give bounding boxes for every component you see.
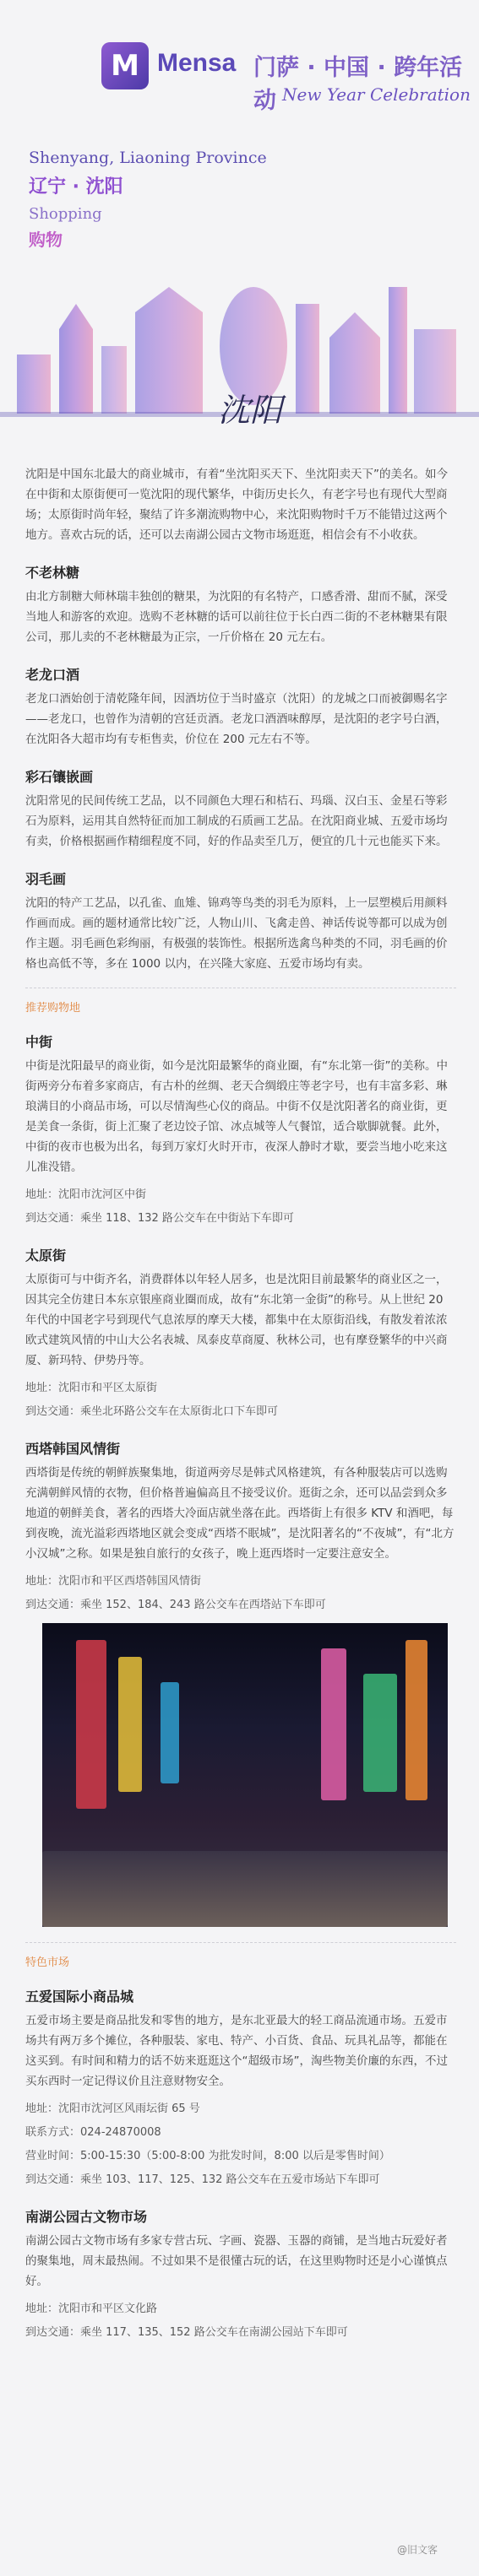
neon-sign	[321, 1648, 346, 1800]
article-body	[25, 464, 456, 2347]
section-divider	[25, 1942, 456, 1943]
neon-sign	[406, 1640, 427, 1800]
neon-sign	[118, 1657, 142, 1792]
region-heading	[29, 149, 267, 251]
market-phone: 联系方式：024-24870008	[25, 2126, 161, 2139]
topic-cn: 购物	[29, 230, 63, 250]
skyscraper-shape	[389, 287, 407, 414]
street-address: 地址：沈阳市沈河区中街	[25, 1188, 147, 1201]
market-address: 地址：沈阳市和平区文化路	[25, 2303, 158, 2315]
street-body: 西塔街是传统的朝鲜族聚集地，街道两旁尽是韩式风格建筑，有各种服装店可以选购充满朝鲜风情的衣物，但价格普遍偏高且不接受议价。逛街之余，还可以品尝到众多地道的朝鲜美食，著名的西塔大冷面店就坐落在此。西塔街上有很多 KTV 和酒吧，每到夜晚，流光溢彩西塔地区就会变成“西塔不眠城”，是沈阳著名的“不夜城”，有“北方小汉城”之称。如果是独自旅行的女孩子，晚上逛西塔时一定要注意安全。	[25, 1466, 455, 1561]
neon-sign	[363, 1674, 397, 1792]
neon-sign	[161, 1682, 179, 1783]
skyscraper-shape	[296, 304, 319, 414]
brand-name: Mensa	[157, 49, 237, 77]
intro-paragraph: 沈阳是中国东北最大的商业城市，有着“坐沈阳买天下、坐沈阳卖天下”的美名。如今在中街和太原街便可一览沈阳的现代繁华，中街历史长久，有老字号也有现代大型商场；太原街时尚年轻，聚结了许多潮流购物中心，来沈阳购物时千万不能错过这两个地方。喜欢古玩的话，还可以去南湖公园古文物市场逛逛，相信会有不小收获。	[25, 468, 448, 542]
market-body: 南湖公园古文物市场有多家专营古玩、字画、瓷器、玉器的商铺，是当地古玩爱好者的聚集地，周末最热闹。不过如果不是很懂古玩的话，在这里购物时还是小心谨慎点好。	[25, 2234, 448, 2288]
specialty-body: 沈阳常见的民间传统工艺品，以不同颜色大理石和桔石、玛瑙、汉白玉、金星石等彩石为原料，运用其自然特征而加工制成的石质画工艺品。在沈阳商业城、五爱市场均有卖，价格根据画作精细程度不同，好的作品卖至几万，便宜的几十元也能买下来。	[25, 794, 448, 848]
section-tag-markets: 特色市场	[25, 1956, 70, 1969]
region-cn: 辽宁 · 沈阳	[29, 176, 123, 198]
building-shape	[414, 329, 456, 414]
city-calligraphy: 沈阳	[218, 392, 283, 429]
market-transport: 到达交通：乘坐 103、117、125、132 路公交车在五爱市场站下车即可	[25, 2173, 380, 2186]
specialty-title: 羽毛画	[25, 871, 67, 887]
building-shape	[17, 354, 51, 414]
building-shape	[101, 346, 127, 414]
event-title-en: New Year Celebration	[282, 84, 471, 105]
night-street-photo	[42, 1623, 448, 1927]
topic-en: Shopping	[29, 205, 102, 223]
street-address: 地址：沈阳市和平区太原街	[25, 1382, 158, 1394]
street-title: 太原街	[25, 1247, 67, 1264]
tower-shape	[135, 287, 203, 414]
specialty-body: 老龙口酒始创于清乾隆年间，因酒坊位于当时盛京（沈阳）的龙城之口而被御赐名字——老龙口，也曾作为清朝的宫廷贡酒。老龙口酒酒味醇厚，是沈阳的老字号白酒，在沈阳各大超市均有专柜售卖，价位在 200 元左右不等。	[25, 692, 448, 746]
market-body: 五爱市场主要是商品批发和零售的地方，是东北亚最大的轻工商品流通市场。五爱市场共有两万多个摊位，各种服装、家电、特产、小百货、食品、玩具礼品等，都能在这买到。有时间和精力的话不妨来逛逛这个“超级市场”，淘些物美价廉的东西，不过买东西时一定记得议价且注意财物安全。	[25, 2014, 448, 2088]
street-title: 中街	[25, 1034, 53, 1050]
market-transport: 到达交通：乘坐 117、135、152 路公交车在南湖公园站下车即可	[25, 2326, 348, 2339]
market-title: 五爱国际小商品城	[25, 1989, 134, 2005]
street-body: 太原街可与中街齐名，消费群体以年轻人居多，也是沈阳目前最繁华的商业区之一，因其完全仿建日本东京银座商业圈而成，故有“东北第一金街”的称号。从上世纪 20 年代的中国老字号到现代气息浓厚的摩天大楼，都集中在太原街沿线，有散发着浓浓欧式建筑风情的中山大公名表城、凤泰皮草商厦、秋林公司，也有摩登繁华的中兴商厦、新玛特、伊势丹等。	[25, 1273, 448, 1367]
specialty-title: 老龙口酒	[25, 667, 80, 683]
pagoda-shape	[59, 304, 93, 414]
street-address: 地址：沈阳市和平区西塔韩国风情街	[25, 1575, 202, 1588]
palace-shape	[329, 312, 380, 414]
market-address: 地址：沈阳市沈河区风雨坛街 65 号	[25, 2102, 200, 2115]
section-tag-streets: 推荐购物地	[25, 1002, 81, 1015]
neon-sign	[76, 1640, 106, 1809]
weibo-watermark: @旧文客	[397, 2544, 438, 2556]
specialty-title: 彩石镶嵌画	[25, 769, 94, 785]
specialty-body: 由北方制糖大师林瑞丰独创的糖果，为沈阳的有名特产，口感香滑、甜而不腻，深受当地人和游客的欢迎。选购不老林糖的话可以前往位于长白西二街的不老林糖果有限公司，那儿卖的不老林糖最为正宗，一斤价格在 20 元左右。	[25, 590, 448, 644]
mensa-logo	[101, 42, 149, 89]
specialty-body: 沈阳的特产工艺品，以孔雀、血雉、锦鸡等鸟类的羽毛为原料，上一层塑模后用颜料作画而成。画的题材通常比较广泛，人物山川、飞禽走兽、神话传说等都可以成为创作主题。羽毛画色彩绚丽，有极强的装饰性。根据所选禽鸟种类的不同，羽毛画的价格也高低不等，多在 1000 以内，在兴隆大家庭、五爱市场均有卖。	[25, 896, 448, 971]
specialty-title: 不老林糖	[25, 565, 80, 581]
street-transport: 到达交通：乘坐北环路公交车在太原街北口下车即可	[25, 1405, 279, 1418]
market-hours: 营业时间：5:00-15:30（5:00-8:00 为批发时间，8:00 以后是零售时间）	[25, 2150, 390, 2162]
street-transport: 到达交通：乘坐 152、184、243 路公交车在西塔站下车即可	[25, 1599, 326, 1611]
street-title: 西塔韩国风情街	[25, 1441, 121, 1457]
street-body: 中街是沈阳最早的商业街，如今是沈阳最繁华的商业圈，有“东北第一街”的美称。中街两旁分布着多家商店，有古朴的丝绸、老天合绸缎庄等老字号，也有丰富多彩、琳琅满目的小商品市场，可以尽情淘些心仪的商品。中街不仅是沈阳著名的商业街，更是美食一条街，街上汇聚了老边饺子馆、冰点城等人气餐馆，适合歇脚就餐。此外，中街的夜市也极为出名，每到万家灯火时开市，夜深人静时才歇，要尝当地小吃来这儿准没错。	[25, 1059, 448, 1174]
street-transport: 到达交通：乘坐 118、132 路公交车在中街站下车即可	[25, 1212, 294, 1225]
market-title: 南湖公园古文物市场	[25, 2209, 148, 2225]
region-en: Shenyang, Liaoning Province	[29, 149, 267, 167]
event-title-cn: 门萨 · 中国 · 跨年活动	[253, 55, 463, 114]
header	[0, 0, 479, 143]
street-crowd	[42, 1851, 448, 1927]
logo-letter: M	[111, 49, 139, 83]
